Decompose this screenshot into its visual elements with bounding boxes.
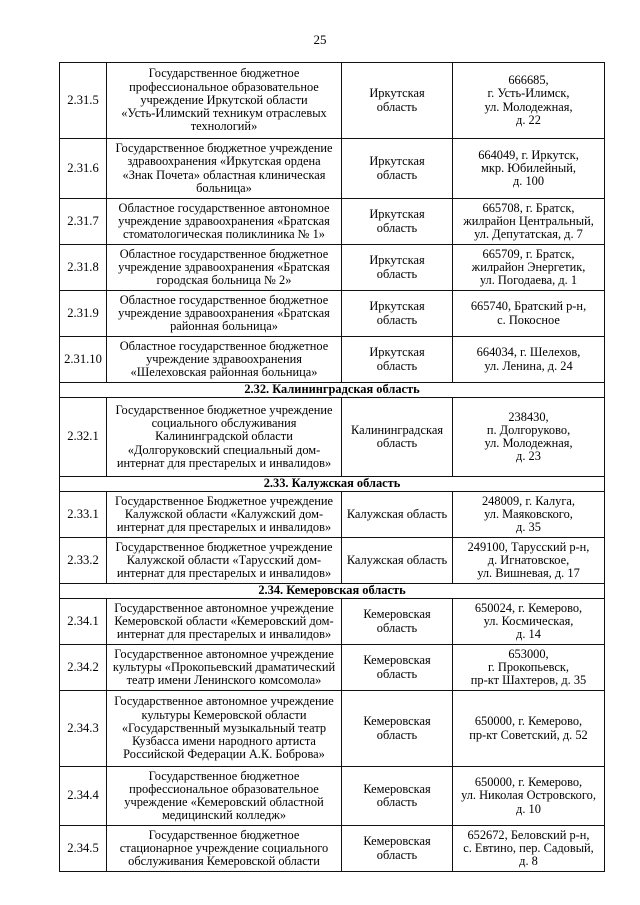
institution-name-cell — [107, 139, 342, 199]
address-cell — [453, 492, 605, 538]
row-number: 2.33.2 — [60, 538, 107, 584]
row-number: 2.31.6 — [60, 139, 107, 199]
institution-name-line: Калужской области «Калужский дом- — [124, 506, 324, 521]
table-row — [60, 139, 605, 199]
address-line: мкр. Юбилейный, — [481, 160, 576, 175]
address-line: ул. Молодежная, — [484, 99, 573, 114]
address-line: д. 100 — [512, 174, 545, 189]
institution-name-line: интернат для престарелых и инвалидов» — [116, 455, 332, 470]
address-line: жилрайон Энергетик, — [471, 259, 586, 274]
region-cell — [342, 645, 453, 691]
institution-name-line: Государственное Бюджетное учреждение — [115, 493, 333, 508]
institution-name-line: Государственное автономное учреждение — [114, 646, 334, 661]
institution-name-line: интернат для престарелых и инвалидов» — [116, 520, 332, 535]
region-cell — [342, 245, 453, 291]
address-cell — [453, 63, 605, 139]
address-line: д. 10 — [516, 801, 541, 816]
address-line: ул. Депутатская, д. 7 — [474, 227, 583, 242]
address-line: ул. Вишневая, д. 17 — [477, 566, 580, 581]
address-line: д. 35 — [516, 520, 541, 535]
address-cell — [453, 691, 605, 767]
institution-name-line: Кузбасса имени народного артиста — [132, 734, 316, 749]
address-cell — [453, 337, 605, 383]
institution-name-line: Калужской области «Тарусский дом- — [126, 552, 322, 567]
section-header-row — [60, 477, 605, 492]
address-line: д. 8 — [519, 854, 538, 869]
region-line: Иркутская — [369, 299, 425, 314]
region-line: Иркутская — [369, 154, 425, 169]
address-line: д. Игнатовское, — [487, 552, 570, 567]
institution-name-line: Государственное бюджетное — [148, 66, 300, 81]
region-line: Иркутская — [369, 253, 425, 268]
address-line: д. 23 — [516, 449, 541, 464]
address-cell — [453, 826, 605, 872]
table-row — [60, 599, 605, 645]
institution-name-cell — [107, 538, 342, 584]
row-number: 2.31.7 — [60, 199, 107, 245]
address-cell — [453, 599, 605, 645]
row-number: 2.34.1 — [60, 599, 107, 645]
region-line: Кемеровская — [363, 607, 431, 622]
table-row — [60, 245, 605, 291]
region-cell — [342, 63, 453, 139]
address-line: п. Долгоруково, — [486, 422, 571, 437]
region-cell — [342, 599, 453, 645]
row-number: 2.34.3 — [60, 691, 107, 767]
institution-name-line: здравоохранения «Иркутская ордена — [127, 154, 321, 169]
address-line: 665708, г. Братск, — [482, 200, 575, 215]
region-cell — [342, 291, 453, 337]
row-number: 2.31.9 — [60, 291, 107, 337]
section-header-row — [60, 584, 605, 599]
address-cell — [453, 139, 605, 199]
address-line: 652672, Беловский р-н, — [467, 827, 590, 842]
institution-name-line: «Государственный музыкальный театр — [121, 720, 327, 735]
row-number: 2.33.1 — [60, 492, 107, 538]
institution-name-line: культуры «Прокопьевский драматический — [112, 659, 336, 674]
address-line: 650000, г. Кемерово, — [474, 714, 583, 729]
region-cell — [342, 826, 453, 872]
institution-name-line: Государственное бюджетное учреждение — [115, 141, 333, 156]
institution-name-cell — [107, 337, 342, 383]
institution-name-line: Государственное бюджетное учреждение — [115, 539, 333, 554]
table-row — [60, 337, 605, 383]
table-row — [60, 492, 605, 538]
section-title: 2.34. Кемеровская область — [60, 584, 605, 599]
region-cell — [342, 337, 453, 383]
institution-name-line: стоматологическая поликлиника № 1» — [122, 227, 325, 242]
address-line: 664049, г. Иркутск, — [478, 147, 579, 162]
region-cell — [342, 492, 453, 538]
address-cell — [453, 245, 605, 291]
region-cell — [342, 538, 453, 584]
section-header-row — [60, 383, 605, 398]
row-number: 2.34.5 — [60, 826, 107, 872]
region-line: Кемеровская — [363, 653, 431, 668]
institution-name-line: учреждение здравоохранения — [146, 351, 302, 366]
address-line: 650024, г. Кемерово, — [474, 600, 583, 615]
address-line: жилрайон Центральный, — [463, 213, 594, 228]
section-title: 2.32. Калининградская область — [60, 383, 605, 398]
row-number: 2.34.2 — [60, 645, 107, 691]
institution-name-line: «Долгоруковский специальный дом- — [127, 442, 321, 457]
institution-name-cell — [107, 767, 342, 826]
institution-name-line: Государственное автономное учреждение — [114, 600, 334, 615]
institution-name-line: технологий» — [190, 119, 258, 134]
region-line: Иркутская — [369, 345, 425, 360]
region-line: Иркутская — [369, 86, 425, 101]
institutions-table — [59, 62, 605, 872]
region-line: область — [376, 620, 418, 635]
row-number: 2.32.1 — [60, 398, 107, 477]
address-line: 653000, — [508, 646, 549, 661]
institution-name-line: учреждение здравоохранения «Братская — [118, 259, 330, 274]
institution-name-cell — [107, 63, 342, 139]
table-row — [60, 538, 605, 584]
institution-name-line: Областное государственное бюджетное — [119, 338, 329, 353]
institution-name-line: Областное государственное бюджетное — [119, 246, 329, 261]
region-line: Калужская область — [346, 506, 448, 521]
institution-name-line: Государственное бюджетное — [148, 768, 300, 783]
region-line: область — [376, 99, 418, 114]
address-cell — [453, 645, 605, 691]
address-line: г. Усть-Илимск, — [487, 86, 570, 101]
institution-name-line: социального обслуживания — [151, 416, 297, 431]
address-cell — [453, 538, 605, 584]
institution-name-line: «Усть-Илимский техникум отраслевых — [121, 106, 327, 121]
address-line: с. Евтино, пер. Садовый, — [463, 840, 594, 855]
address-line: д. 22 — [516, 112, 541, 127]
institution-name-cell — [107, 826, 342, 872]
address-line: д. 14 — [516, 627, 541, 642]
row-number: 2.34.4 — [60, 767, 107, 826]
table-row — [60, 398, 605, 477]
table-row — [60, 63, 605, 139]
institution-name-line: Калининградской области — [155, 429, 293, 444]
address-line: 650000, г. Кемерово, — [474, 775, 583, 790]
region-line: область — [376, 358, 418, 373]
institution-name-line: Государственное автономное учреждение — [114, 694, 334, 709]
row-number: 2.31.5 — [60, 63, 107, 139]
address-cell — [453, 199, 605, 245]
address-line: ул. Ленина, д. 24 — [484, 358, 573, 373]
region-line: область — [376, 436, 418, 450]
region-line: область — [376, 847, 418, 862]
table-row — [60, 767, 605, 826]
institution-name-line: «Шелеховская районная больница» — [130, 365, 318, 380]
institution-name-line: профессиональное образовательное — [129, 781, 319, 796]
region-line: область — [376, 666, 418, 681]
region-line: Калининградская — [350, 422, 444, 437]
region-line: Кемеровская — [363, 781, 431, 796]
institution-name-line: Государственное бюджетное — [148, 827, 300, 842]
region-line: область — [376, 220, 418, 235]
address-line: с. Покосное — [497, 312, 560, 327]
table-row — [60, 199, 605, 245]
institution-name-cell — [107, 492, 342, 538]
region-cell — [342, 767, 453, 826]
address-cell — [453, 291, 605, 337]
table-row — [60, 291, 605, 337]
address-line: 248009, г. Калуга, — [481, 493, 575, 508]
institution-name-cell — [107, 645, 342, 691]
address-line: 249100, Тарусский р-н, — [467, 539, 590, 554]
region-line: Кемеровская — [363, 714, 431, 729]
region-line: область — [376, 266, 418, 281]
address-line: 665709, г. Братск, — [482, 246, 575, 261]
region-line: область — [376, 795, 418, 809]
address-line: пр-кт Советский, д. 52 — [469, 727, 588, 742]
table-row — [60, 691, 605, 767]
address-line: пр-кт Шахтеров, д. 35 — [470, 673, 587, 688]
address-cell — [453, 767, 605, 826]
institution-name-line: районная больница» — [170, 319, 278, 334]
address-line: 664034, г. Шелехов, — [476, 345, 581, 360]
institution-name-line: городская больница № 2» — [156, 273, 292, 288]
institution-name-line: профессиональное образовательное — [129, 79, 319, 94]
region-line: Кемеровская — [363, 834, 431, 849]
page-number: 25 — [313, 32, 327, 47]
region-line: Иркутская — [369, 207, 425, 222]
institution-name-line: Областное государственное автономное — [118, 200, 330, 215]
institution-name-line: учреждение Иркутской области — [140, 92, 308, 107]
address-line: 666685, — [508, 73, 549, 88]
address-line: ул. Молодежная, — [484, 436, 573, 450]
institution-name-line: «Знак Почета» областная клиническая — [122, 167, 326, 182]
address-cell — [453, 398, 605, 477]
row-number: 2.31.10 — [60, 337, 107, 383]
institution-name-line: интернат для престарелых и инвалидов» — [116, 566, 332, 581]
region-line: область — [376, 312, 418, 327]
address-line: 665740, Братский р-н, — [470, 299, 587, 314]
institution-name-line: учреждение «Кемеровский областной — [124, 795, 324, 809]
region-cell — [342, 398, 453, 477]
section-title: 2.33. Калужская область — [60, 477, 605, 492]
address-line: 238430, — [508, 409, 549, 424]
region-line: Калужская область — [346, 552, 448, 567]
institution-name-line: культуры Кемеровской области — [141, 707, 307, 722]
institution-name-line: обслуживания Кемеровской области — [128, 854, 320, 869]
institution-name-cell — [107, 199, 342, 245]
institution-name-cell — [107, 599, 342, 645]
institution-name-line: медицинский колледж» — [161, 808, 287, 823]
institution-name-line: Кемеровской области «Кемеровский дом- — [114, 613, 334, 628]
institution-name-cell — [107, 398, 342, 477]
institution-name-line: интернат для престарелых и инвалидов» — [116, 627, 332, 642]
region-cell — [342, 139, 453, 199]
institution-name-line: Областное государственное бюджетное — [119, 292, 329, 307]
institution-name-line: учреждение здравоохранения «Братская — [118, 213, 330, 228]
address-line: ул. Космическая, — [483, 613, 574, 628]
region-cell — [342, 199, 453, 245]
table-body — [60, 63, 605, 872]
address-line: ул. Николая Островского, — [461, 788, 596, 803]
institution-name-cell — [107, 245, 342, 291]
address-line: ул. Погодаева, д. 1 — [479, 273, 578, 288]
row-number: 2.31.8 — [60, 245, 107, 291]
address-line: ул. Маяковского, — [484, 506, 573, 521]
table-row — [60, 826, 605, 872]
region-cell — [342, 691, 453, 767]
region-line: область — [376, 727, 418, 742]
institution-name-line: учреждение здравоохранения «Братская — [118, 305, 330, 320]
institution-name-line: Государственное бюджетное учреждение — [115, 402, 333, 417]
institution-name-cell — [107, 291, 342, 337]
address-line: г. Прокопьевск, — [488, 659, 569, 674]
institution-name-cell — [107, 691, 342, 767]
region-line: область — [376, 167, 418, 182]
table-row — [60, 645, 605, 691]
institution-name-line: больница» — [196, 180, 252, 195]
institution-name-line: Российской Федерации А.К. Боброва» — [123, 747, 325, 762]
institution-name-line: театр имени Ленинского комсомола» — [126, 673, 322, 688]
institution-name-line: стационарное учреждение социального — [119, 840, 329, 855]
